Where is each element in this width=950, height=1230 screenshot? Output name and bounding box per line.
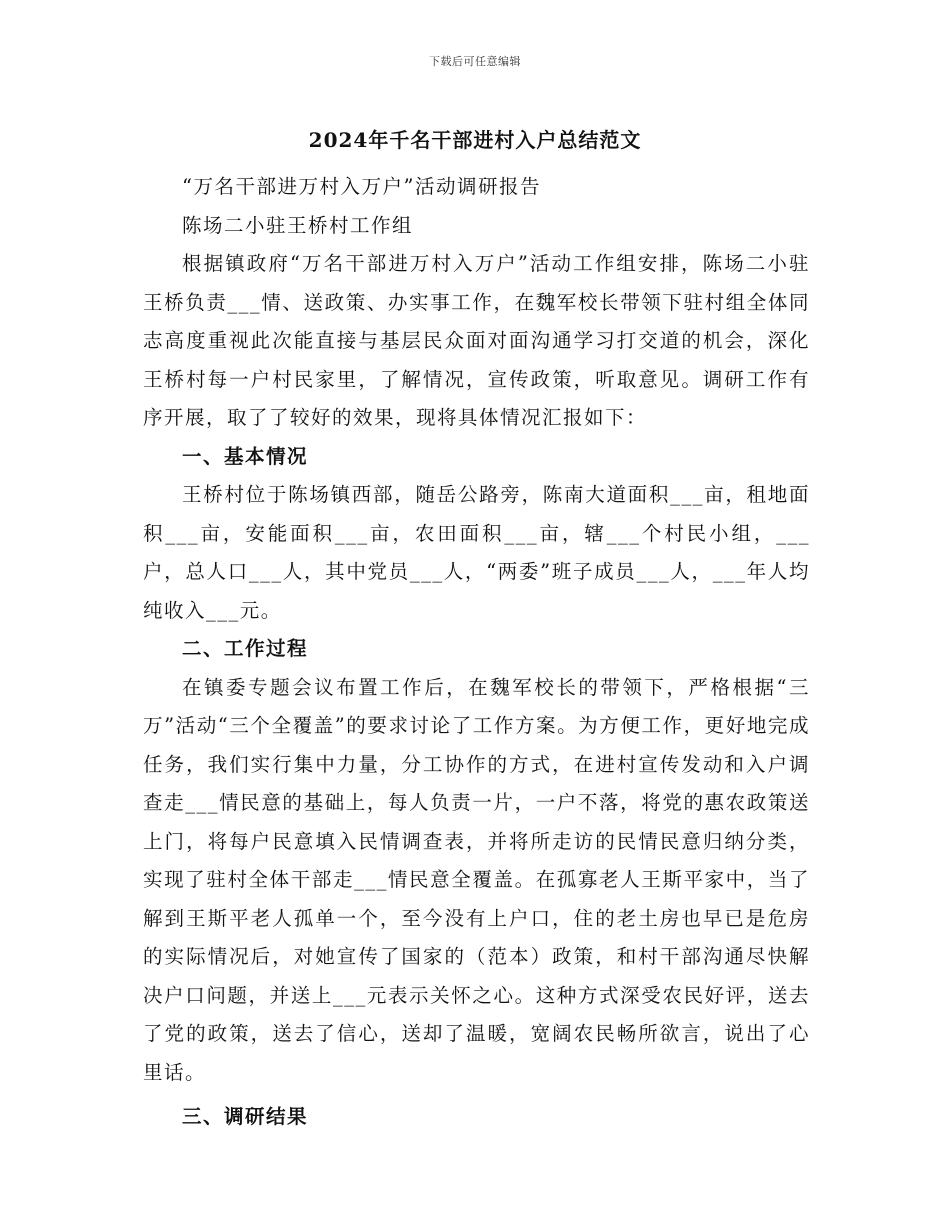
document-title: 2024年千名干部进村入户总结范文 <box>308 128 642 152</box>
report-author: 陈场二小驻王桥村工作组 <box>182 213 414 237</box>
intro-paragraph: 根据镇政府“万名干部进万村入万户”活动工作组安排，陈场二小驻王桥负责___情、送政策、办实事工作，在魏军校长带领下驻村组全体同志高度重视此次能直接与基层民众面对面沟通学习打交道的机会，深化王桥村每一户村民家里，了解情况，宣传政策，听取意见。调研工作有序开展，取了了较好的效果，现将具体情况汇报如下： <box>143 252 810 429</box>
section-2-heading: 二、工作过程 <box>182 637 309 660</box>
header-note: 下载后可任意编辑 <box>429 55 521 68</box>
report-subtitle: “万名干部进万村入万户”活动调研报告 <box>182 175 541 198</box>
section-3-heading: 三、调研结果 <box>182 1105 309 1128</box>
section-2-paragraph: 在镇委专题会议布置工作后，在魏军校长的带领下，严格根据“三万”活动“三个全覆盖”的要求讨论了工作方案。为方便工作，更好地完成任务，我们实行集中力量，分工协作的方式，在进村宣传发动和入户调查走___情民意的基础上，每人负责一片，一户不落，将党的惠农政策送上门，将每户民意填入民情调查表，并将所走访的民情民意归纳分类，实现了驻村全体干部走___情民意全覆盖。在孤寡老人王斯平家中，当了解到王斯平老人孤单一个，至今没有上户口，住的老土房也早已是危房的实际情况后，对她宣传了国家的（范本）政策，和村干部沟通尽快解决户口问题，并送上___元表示关怀之心。这种方式深受农民好评，送去了党的政策，送去了信心，送却了温暖，宽阔农民畅所欲言，说出了心里话。 <box>143 675 810 1084</box>
section-1-heading: 一、基本情况 <box>182 444 309 468</box>
document-body <box>143 168 810 1137</box>
section-1-paragraph: 王桥村位于陈场镇西部，随岳公路旁，陈南大道面积___亩，租地面积___亩，安能面积___亩，农田面积___亩，辖___个村民小组，___户，总人口___人，其中党员___人，“两委”班子成员___人，___年人均纯收入___元。 <box>143 483 810 622</box>
